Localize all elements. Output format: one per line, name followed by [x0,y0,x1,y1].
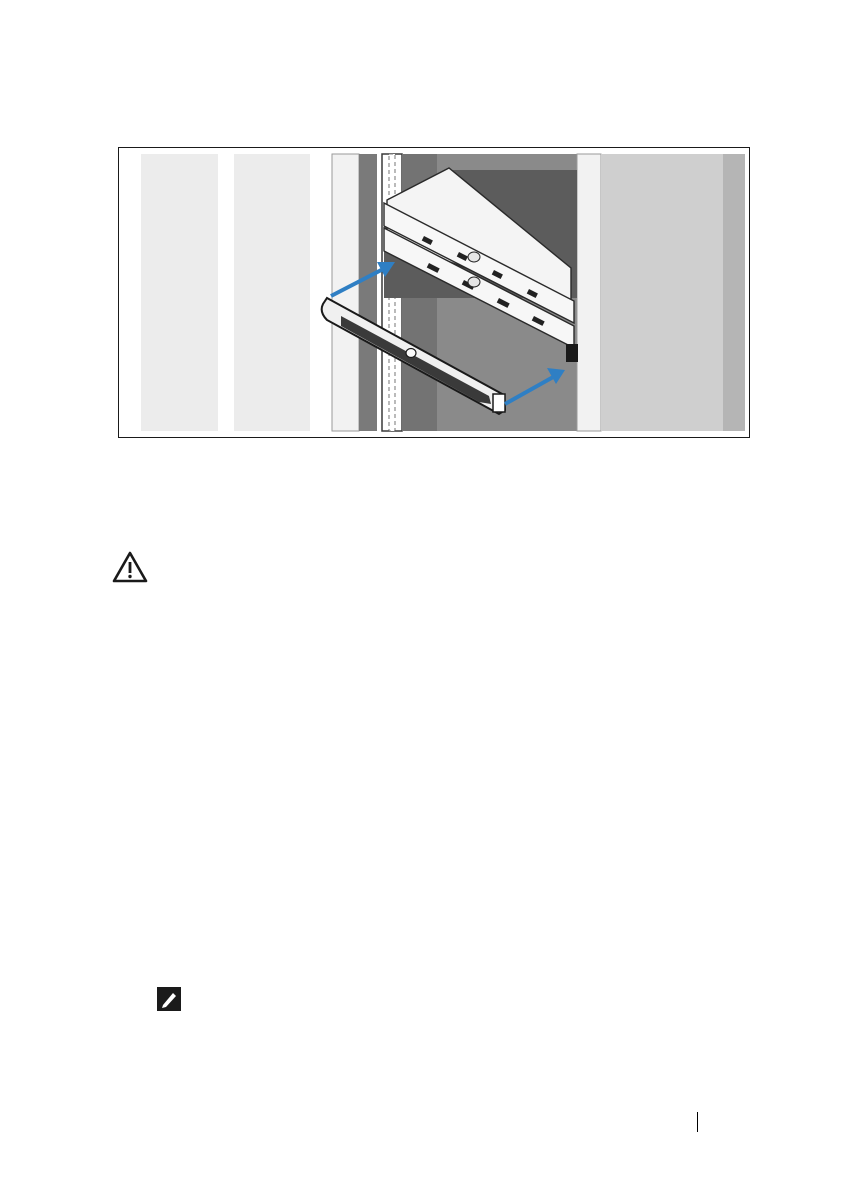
side-panel-left [141,154,218,431]
side-panel-middle [234,154,310,431]
warning-triangle-icon [111,550,149,584]
side-panel-right [601,154,723,431]
rack-installation-figure [118,147,750,438]
note-pencil-icon [156,986,182,1012]
rack-illustration [119,148,750,438]
side-panel-right-edge [723,154,745,431]
rack-post-right [577,154,601,431]
page-footer-rule [697,1112,698,1132]
rack-interior [359,154,377,431]
